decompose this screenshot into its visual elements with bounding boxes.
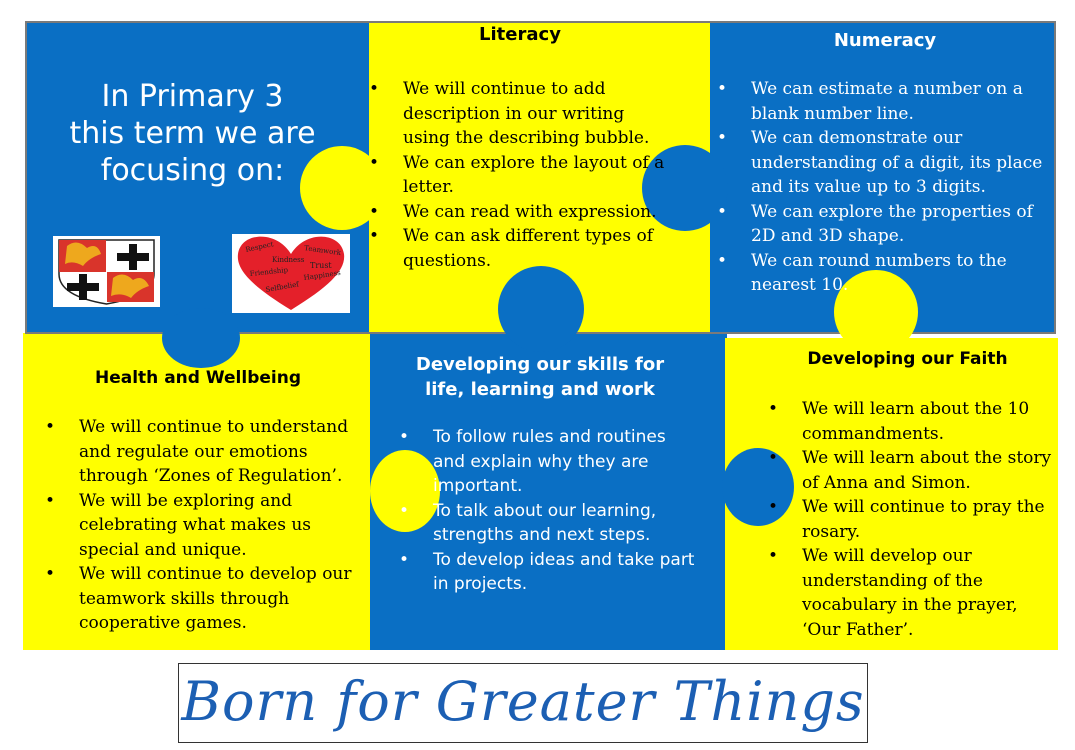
bullet: •: [369, 152, 380, 173]
faith-list: [768, 397, 1053, 642]
list-item-text: We will continue to understand and regulate our emotions through ‘Zones of Regulation’.: [79, 417, 349, 486]
list-item-text: We will continue to develop our teamwork skills through cooperative games.: [79, 564, 352, 633]
bullet: •: [45, 490, 56, 511]
list-item-text: We can explore the layout of a letter.: [403, 152, 665, 197]
list-item: [399, 548, 699, 597]
bullet: •: [399, 500, 410, 521]
list-item-text: We can estimate a number on a blank number line.: [751, 79, 1023, 124]
skills-top-knob: [498, 266, 584, 352]
list-item: [369, 77, 669, 151]
bullet: •: [768, 497, 779, 517]
school-crest-logo: [53, 236, 160, 307]
list-item: [717, 77, 1051, 126]
list-item-text: To follow rules and routines and explain why they are important.: [433, 427, 666, 496]
health-list: [45, 415, 355, 636]
list-item: [45, 415, 355, 489]
list-item: [369, 224, 669, 273]
intro-line-3: focusing on:: [100, 153, 285, 188]
list-item-text: We will be exploring and celebrating what makes us special and unique.: [79, 490, 312, 560]
list-item-text: We can demonstrate our understanding of a digit, its place and its value up to 3 digits.: [751, 128, 1043, 197]
list-item: [45, 489, 355, 563]
list-item: [399, 425, 699, 499]
bullet: •: [45, 417, 56, 437]
motto-text: Born for Greater Things: [181, 670, 865, 733]
list-item: [768, 446, 1053, 495]
list-item: [369, 200, 669, 225]
list-item-text: We will learn about the story of Anna and Simon.: [802, 448, 1052, 493]
heart-word-selfbelief: Selfbelief: [264, 280, 300, 294]
bullet: •: [369, 79, 380, 99]
list-item: [717, 200, 1051, 249]
literacy-list: [369, 77, 669, 273]
list-item-text: We can ask different types of questions.: [403, 226, 653, 271]
heart-word-trust: Trust: [310, 261, 332, 270]
bullet: •: [768, 399, 779, 419]
list-item: [768, 495, 1053, 544]
skills-list: [399, 425, 699, 597]
list-item-text: We will develop our understanding of the vocabulary in the prayer, ‘Our Father’.: [802, 546, 1018, 640]
list-item: [369, 151, 669, 200]
health-title: Health and Wellbeing: [95, 368, 301, 388]
bullet: •: [717, 79, 728, 99]
bullet: •: [717, 250, 728, 271]
bullet: •: [399, 549, 410, 570]
list-item-text: We can round numbers to the nearest 10.: [751, 250, 1007, 295]
bullet: •: [369, 201, 380, 222]
list-item-text: To talk about our learning, strengths and next steps.: [433, 500, 657, 545]
bullet: •: [717, 201, 728, 222]
bullet: •: [768, 546, 779, 566]
list-item: [768, 544, 1053, 642]
intro-bottom-knob: [162, 308, 240, 368]
list-item-text: We can explore the properties of 2D and 3D shape.: [751, 201, 1033, 246]
intro-line-1: In Primary 3: [101, 79, 284, 114]
numeracy-list: [717, 77, 1051, 298]
motto-banner: [178, 663, 868, 743]
faith-title: Developing our Faith: [807, 349, 1008, 369]
heart-word-happiness: Happiness: [303, 268, 342, 282]
list-item-text: We will continue to add description in our writing using the describing bubble.: [403, 79, 650, 148]
list-item-text: To develop ideas and take part in projects.: [433, 549, 695, 594]
bullet: •: [369, 226, 380, 246]
bullet: •: [768, 448, 779, 468]
heart-word-respect: Respect: [244, 240, 275, 254]
list-item: [768, 397, 1053, 446]
bullet: •: [45, 564, 56, 584]
heart-word-teamwork: Teamwork: [303, 244, 342, 258]
heart-word-friendship: Friendship: [249, 266, 289, 278]
intro-line-2: this term we are: [69, 116, 316, 151]
heart-word-kindness: Kindness: [272, 256, 305, 264]
values-heart-image: [232, 234, 350, 313]
list-item-text: We will continue to pray the rosary.: [802, 497, 1045, 542]
bullet: •: [399, 427, 410, 447]
list-item: [717, 249, 1051, 298]
list-item: [45, 562, 355, 636]
list-item-text: We can read with expression.: [403, 201, 657, 222]
list-item-text: We will learn about the 10 commandments.: [802, 399, 1030, 444]
list-item: [399, 499, 699, 548]
bullet: •: [717, 128, 728, 148]
list-item: [717, 126, 1051, 200]
literacy-title: Literacy: [479, 24, 561, 45]
intro-heading: [40, 78, 345, 189]
numeracy-title: Numeracy: [833, 30, 937, 51]
skills-title: Developing our skills for life, learning and work: [415, 354, 665, 400]
